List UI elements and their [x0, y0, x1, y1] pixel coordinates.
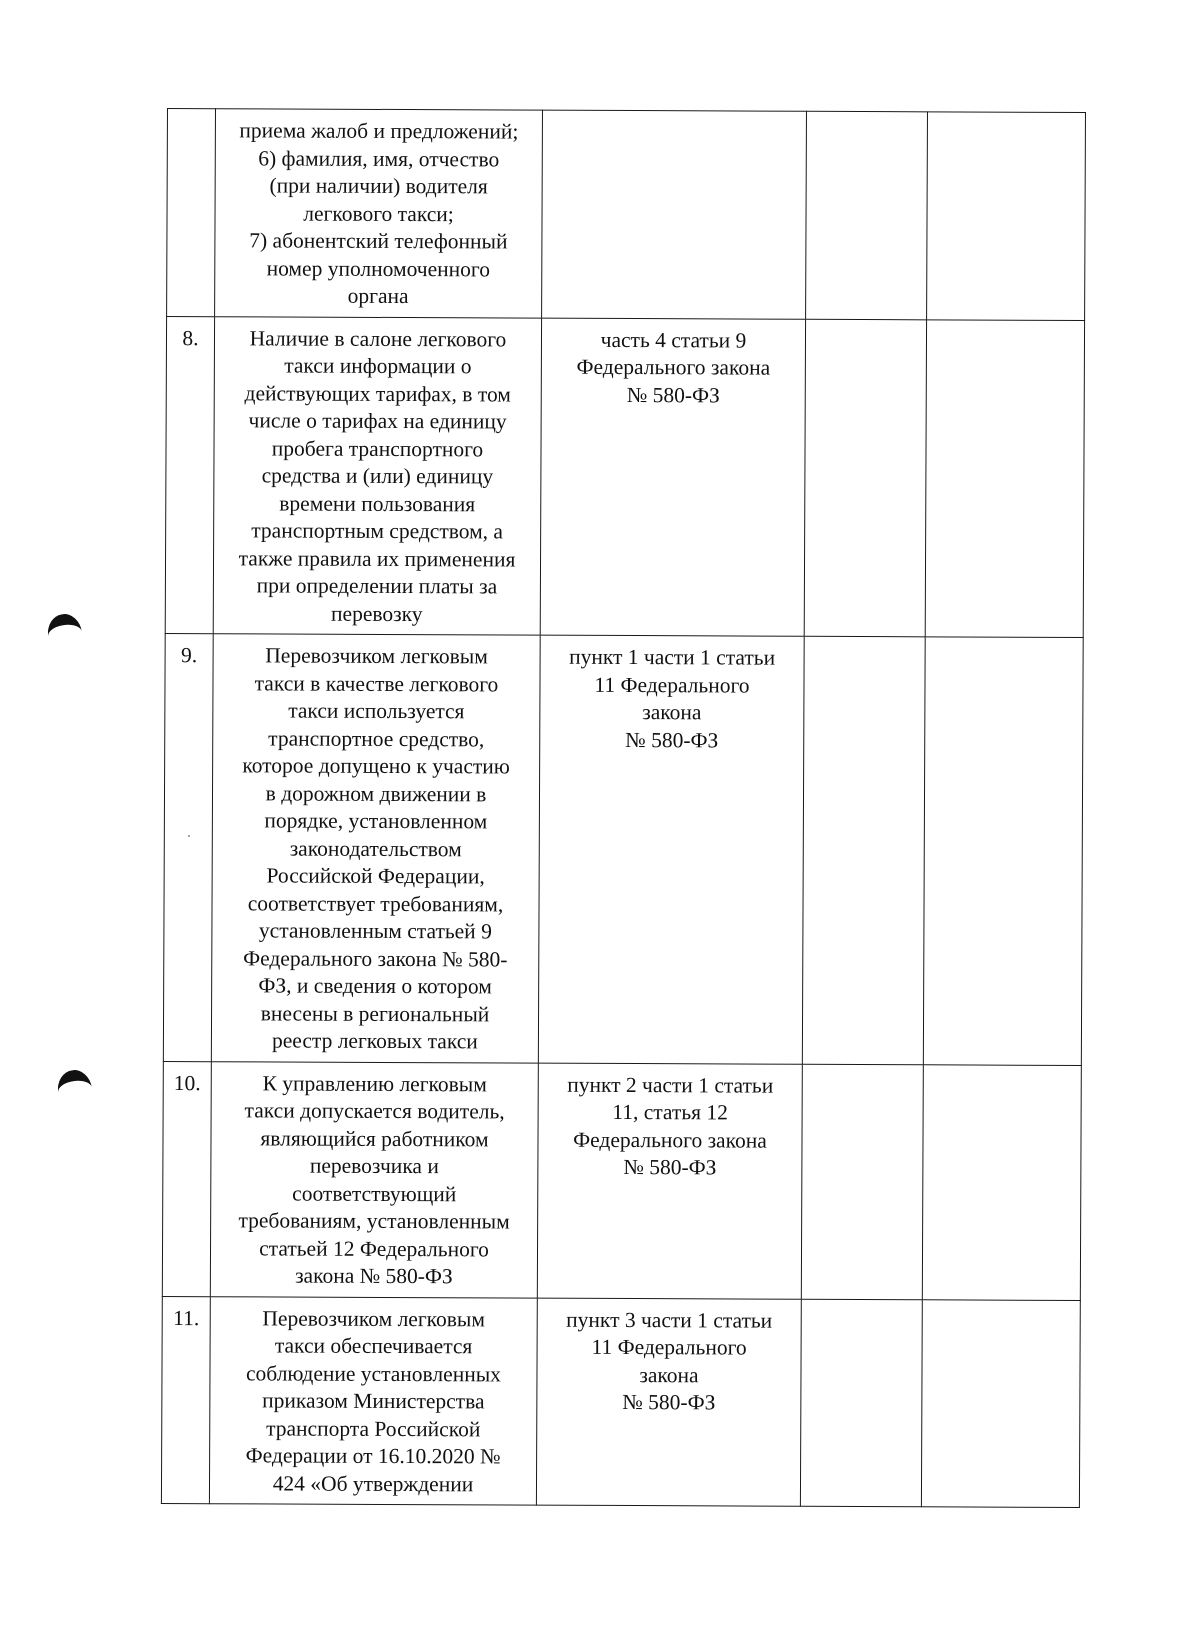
requirement-cell: Перевозчиком легковым такси обеспечивается соблюдение установленных приказом Министерства транспорта Российской Федерации от 16.10.2020 № 424 «Об утверждении: [209, 1296, 537, 1505]
requirement-cell: Перевозчиком легковым такси в качестве легкового такси используется транспортное средство, которое допущено к участию в дорожном движении в порядке, установленном законодательством Российской Федерации, соответствует требованиям, установленным статьей 9 Федерального закона № 580- ФЗ, и сведения о котором внесены в региональный реестр легковых такси: [211, 634, 540, 1063]
legal-reference-cell: пункт 1 части 1 статьи 11 Федерального закона № 580-ФЗ: [538, 635, 804, 1064]
row-number: 10.: [162, 1061, 211, 1296]
empty-cell: [800, 1299, 922, 1507]
empty-cell: [801, 1064, 923, 1300]
legal-reference-cell: часть 4 статьи 9 Федерального закона № 580-ФЗ: [540, 318, 805, 637]
table-row: [165, 316, 1084, 638]
table-row: [167, 109, 1086, 321]
scan-speck: [188, 835, 190, 837]
legal-reference-cell: пункт 2 части 1 статьи 11, статья 12 Федерального закона № 580-ФЗ: [537, 1063, 802, 1299]
requirement-cell: Наличие в салоне легкового такси информации о действующих тарифах, в том числе о тарифах на единицу пробега транспортного средства и (или) единицу времени пользования транспортным средством, а также правила их применения при определении платы за перевозку: [213, 316, 541, 635]
binding-hole-mark: [48, 614, 82, 636]
empty-cell: [806, 111, 928, 319]
empty-cell: [927, 112, 1086, 320]
legal-reference-cell: [542, 110, 807, 319]
binding-hole-mark: [58, 1070, 92, 1092]
row-number: [167, 109, 216, 317]
empty-cell: [925, 319, 1084, 637]
table-row: [161, 1296, 1080, 1508]
empty-cell: [802, 636, 925, 1064]
empty-cell: [921, 1299, 1080, 1507]
empty-cell: [923, 637, 1083, 1065]
row-number: 9.: [163, 633, 213, 1061]
legal-reference-cell: пункт 3 части 1 статьи 11 Федерального закона № 580-ФЗ: [536, 1298, 801, 1507]
row-number: 8.: [165, 316, 214, 634]
requirements-table: [161, 108, 1086, 1508]
table-row: [162, 1061, 1081, 1300]
empty-cell: [922, 1064, 1081, 1300]
requirement-cell: К управлению легковым такси допускается водитель, являющийся работником перевозчика и соответствующий требованиям, установленным статьей 12 Федерального закона № 580-ФЗ: [210, 1061, 538, 1297]
table-row: [163, 633, 1083, 1065]
requirement-cell: приема жалоб и предложений; 6) фамилия, имя, отчество (при наличии) водителя легкового такси; 7) абонентский телефонный номер уполномоченного органа: [215, 109, 543, 318]
empty-cell: [804, 319, 926, 637]
row-number: 11.: [161, 1296, 210, 1504]
